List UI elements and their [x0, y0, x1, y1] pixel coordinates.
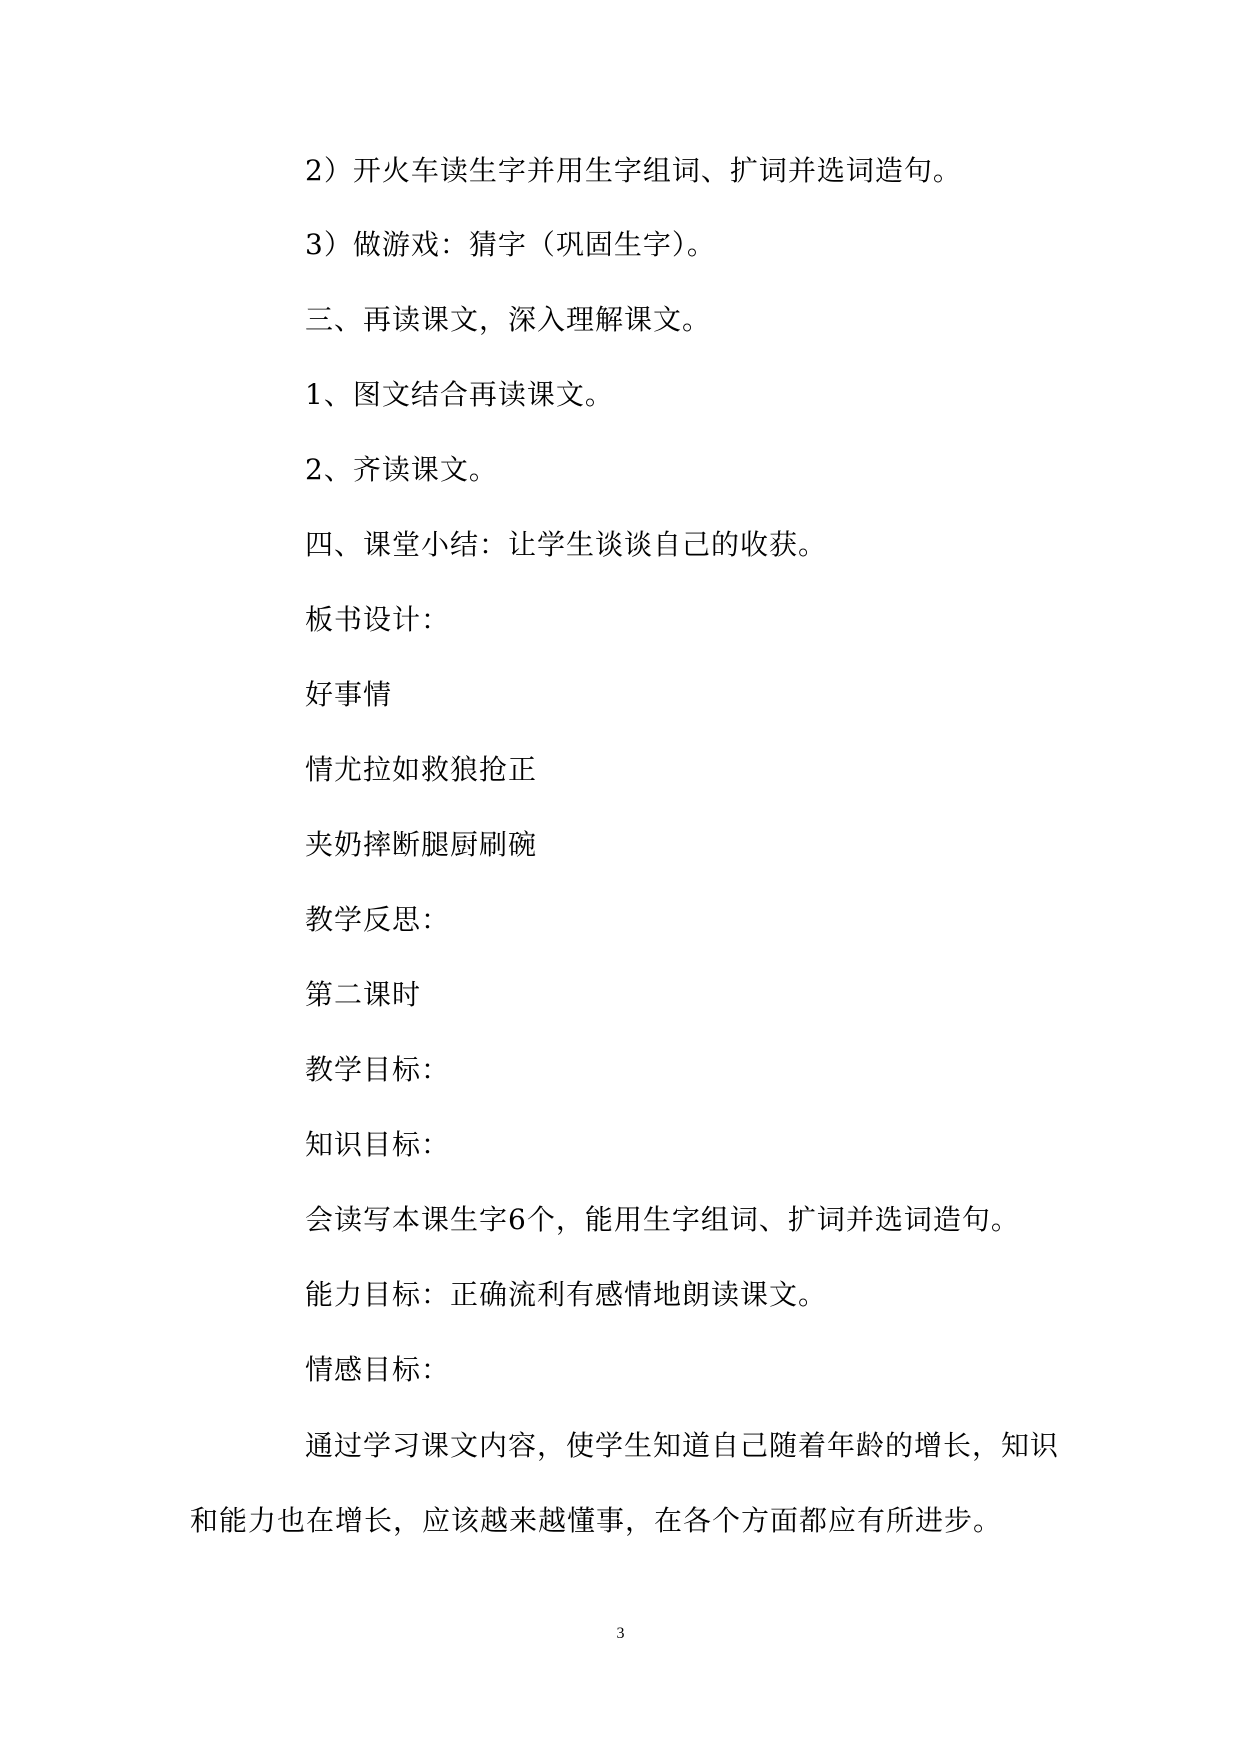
heading-knowledge-objective: 知识目标： [305, 1128, 451, 1161]
paragraph-emotion-line-1: 通过学习课文内容，使学生知道自己随着年龄的增长，知识 [305, 1429, 1060, 1462]
heading-board-design: 板书设计： [305, 603, 451, 636]
section-heading-summary: 四、课堂小结：让学生谈谈自己的收获。 [305, 528, 828, 561]
paragraph-emotion-line-2: 和能力也在增长，应该越来越懂事，在各个方面都应有所进步。 [190, 1504, 1003, 1537]
heading-second-lesson: 第二课时 [305, 978, 422, 1011]
page-number: 3 [616, 1625, 625, 1642]
board-title: 好事情 [305, 678, 393, 711]
text-knowledge-objective: 会读写本课生字6个，能用生字组词、扩词并选词造句。 [305, 1203, 1020, 1236]
heading-objectives: 教学目标： [305, 1053, 451, 1086]
text-line-step-1: 1、图文结合再读课文。 [305, 378, 614, 411]
section-heading-reread: 三、再读课文，深入理解课文。 [305, 303, 712, 336]
text-ability-objective: 能力目标：正确流利有感情地朗读课文。 [305, 1278, 828, 1311]
heading-reflection: 教学反思： [305, 903, 451, 936]
board-characters-2: 夹奶摔断腿厨刷碗 [305, 828, 538, 861]
text-line-activity-2: 2）开火车读生字并用生字组词、扩词并选词造句。 [305, 154, 962, 187]
heading-emotion-objective: 情感目标： [305, 1353, 451, 1386]
board-characters-1: 情尤拉如救狼抢正 [305, 753, 538, 786]
text-line-step-2: 2、齐读课文。 [305, 453, 498, 486]
text-line-activity-3: 3）做游戏：猜字（巩固生字）。 [305, 228, 716, 261]
